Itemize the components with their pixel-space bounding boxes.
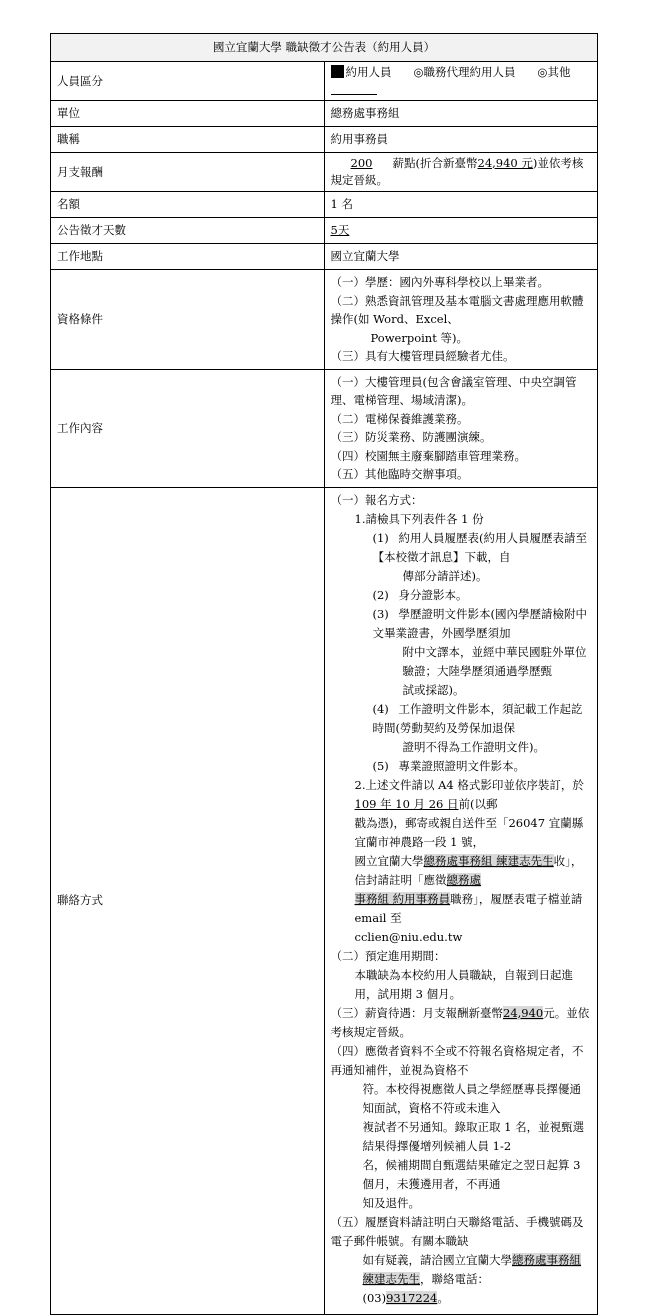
highlight-text: 事務組 約用事務員 — [354, 891, 451, 906]
doc-text: 證明不得為工作證明文件)。 — [402, 739, 545, 754]
value-days — [324, 218, 598, 244]
doc-item-1 — [331, 529, 592, 567]
doc-num: (3) — [372, 606, 389, 621]
doc-text: 傳部分請詳述)。 — [402, 568, 488, 583]
label-quota: 名額 — [51, 192, 325, 218]
contact-line — [331, 776, 592, 814]
salary-tail: )並依考核規定晉級。 — [330, 156, 584, 187]
contact-line — [331, 852, 592, 890]
doc-num: (1) — [372, 530, 389, 545]
contact-line: 知及退件。 — [362, 1195, 420, 1210]
qual-item: （一）學歷：國內外專科學校以上畢業者。 — [330, 275, 549, 289]
doc-text: 身分證影本。 — [398, 587, 468, 602]
contact-email[interactable]: cclien@niu.edu.tw — [354, 929, 463, 944]
duty-item: （二）電梯保養維護業務。 — [330, 411, 469, 426]
doc-num: (4) — [372, 701, 389, 716]
label-salary: 月支報酬 — [51, 153, 325, 192]
contact-line: 符。本校得視應徵人員之學經歷專長擇優通知面試，資格不符或未進入 — [362, 1081, 581, 1115]
contact-line: 名，候補期間自甄選結果確定之翌日起算 3 個月，未獲遴用者，不再通 — [362, 1157, 581, 1191]
doc-item-3 — [331, 605, 592, 643]
text: ，聯絡電話： — [420, 1271, 489, 1286]
row-contact — [51, 487, 598, 1314]
label-qualification: 資格條件 — [51, 270, 325, 370]
row-category — [51, 62, 598, 101]
label-position: 職稱 — [51, 127, 325, 153]
label-location: 工作地點 — [51, 244, 325, 270]
option-acting: ◎職務代理約用人員 — [413, 65, 516, 79]
doc-text: 試或採認)。 — [402, 682, 465, 697]
checked-box-icon — [331, 65, 344, 78]
label-duty: 工作內容 — [51, 369, 325, 487]
text: 2.上述文件請以 A4 格式影印並依序裝訂，於 — [354, 777, 584, 792]
value-quota: 1 名 — [324, 192, 598, 218]
qual-item: （三）具有大樓管理員經驗者尤佳。 — [330, 349, 515, 363]
highlight-text: 總務處 — [446, 872, 481, 887]
row-quota — [51, 192, 598, 218]
label-unit: 單位 — [51, 101, 325, 127]
salary-amount-highlight: 24,940 — [503, 1005, 544, 1020]
text: 收」，信封請註明「應徵 — [354, 853, 583, 887]
contact-section: （一）報名方式： — [330, 492, 423, 507]
doc-item-4 — [331, 700, 592, 738]
doc-text: 約用人員履歷表(約用人員履歷表請至【本校徵才訊息】下載，自 — [372, 530, 587, 564]
row-location — [51, 244, 598, 270]
contact-line — [331, 890, 592, 928]
text: 元。並依考核規定晉級。 — [330, 1005, 590, 1039]
option-contract: 約用人員 — [345, 65, 392, 79]
deadline-date: 109 年 10 月 26 日 — [354, 796, 459, 811]
contact-section — [331, 1004, 592, 1042]
qual-item: （二）熟悉資訊管理及基本電腦文書處理應用軟體操作(如 Word、Excel、 — [330, 293, 584, 326]
row-duty — [51, 369, 598, 487]
value-salary — [324, 153, 598, 192]
contact-phone: 9317224 — [386, 1290, 438, 1305]
duty-item: （三）防災業務、防護團演練。 — [330, 430, 492, 444]
doc-text: 附中文譯本，並經中華民國駐外單位驗證；大陸學歷須通過學歷甄 — [402, 644, 587, 678]
doc-text: 工作證明文件影本，須記載工作起訖時間(勞動契約及勞保加退保 — [372, 701, 583, 735]
contact-section: （四）應徵者資料不全或不符報名資格規定者，不再通知補件，並視為資格不 — [330, 1043, 584, 1077]
value-location: 國立宜蘭大學 — [324, 244, 598, 270]
duty-item: （一）大樓管理員(包含會議室管理、中央空調管理、電梯管理、場域清潔)。 — [330, 374, 577, 407]
text: (03) — [362, 1290, 387, 1305]
salary-points: 200 — [350, 156, 373, 170]
doc-item-2 — [331, 586, 592, 605]
value-category — [324, 62, 598, 101]
doc-num: (2) — [372, 587, 389, 602]
contact-line: 複試者不另通知。錄取正取 1 名，並視甄選結果得擇優增列候補人員 1-2 — [362, 1119, 585, 1153]
text: 如有疑義，請洽國立宜蘭大學 — [362, 1252, 512, 1267]
table-title: 國立宜蘭大學 職缺徵才公告表（約用人員） — [51, 34, 598, 62]
text: 職務」，履歷表電子檔並請 email 至 — [354, 891, 583, 925]
label-contact: 聯絡方式 — [51, 487, 325, 1314]
qual-item: Powerpoint 等)。 — [370, 330, 468, 345]
value-duty — [324, 369, 598, 487]
duty-item: （四）校園無主廢棄腳踏車管理業務。 — [330, 448, 526, 463]
doc-num: (5) — [372, 758, 389, 773]
blank-line — [331, 82, 377, 95]
option-other: ◎其他 — [537, 65, 571, 79]
contact-person: 總務處事務組 練建志先生 — [362, 1252, 581, 1286]
contact-line — [331, 1251, 592, 1289]
contact-line: 1.請檢具下列表件各 1 份 — [354, 511, 484, 526]
contact-line: 戳為憑)，郵寄或親自送件至「26047 宜蘭縣宜蘭市神農路一段 1 號， — [354, 815, 584, 849]
label-days: 公告徵才天數 — [51, 218, 325, 244]
doc-text: 專業證照證明文件影本。 — [398, 758, 525, 773]
contact-person: 總務處事務組 練建志先生 — [423, 853, 554, 868]
duty-item: （五）其他臨時交辦事項。 — [330, 467, 469, 481]
contact-line: 本職缺為本校約用人員職缺，自報到日起進用，試用期 3 個月。 — [354, 967, 573, 1001]
value-unit: 總務處事務組 — [324, 101, 598, 127]
days-value: 5天 — [330, 223, 350, 237]
text: 國立宜蘭大學 — [354, 853, 424, 868]
contact-section: （五）履歷資料請註明白天聯絡電話、手機號碼及電子郵件帳號。有關本職缺 — [330, 1214, 584, 1248]
value-position: 約用事務員 — [324, 127, 598, 153]
recruitment-table — [50, 33, 598, 1315]
text: （三）薪資待遇：月支報酬新臺幣 — [330, 1005, 503, 1020]
doc-text: 學歷證明文件影本(國內學歷請檢附中文畢業證書，外國學歷須加 — [372, 606, 587, 640]
salary-mid: 薪點(折合新臺幣 — [392, 156, 478, 170]
text: 前(以郵 — [458, 796, 498, 811]
row-days — [51, 218, 598, 244]
contact-section: （二）預定進用期間： — [330, 948, 446, 963]
label-category: 人員區分 — [51, 62, 325, 101]
row-salary — [51, 153, 598, 192]
value-contact — [324, 487, 598, 1314]
value-qualification — [324, 270, 598, 370]
row-qualification — [51, 270, 598, 370]
salary-amount: 24,940 元 — [477, 156, 533, 170]
contact-line — [331, 1289, 592, 1308]
row-unit — [51, 101, 598, 127]
row-position — [51, 127, 598, 153]
text: 。 — [437, 1290, 449, 1305]
doc-item-5 — [331, 757, 592, 776]
